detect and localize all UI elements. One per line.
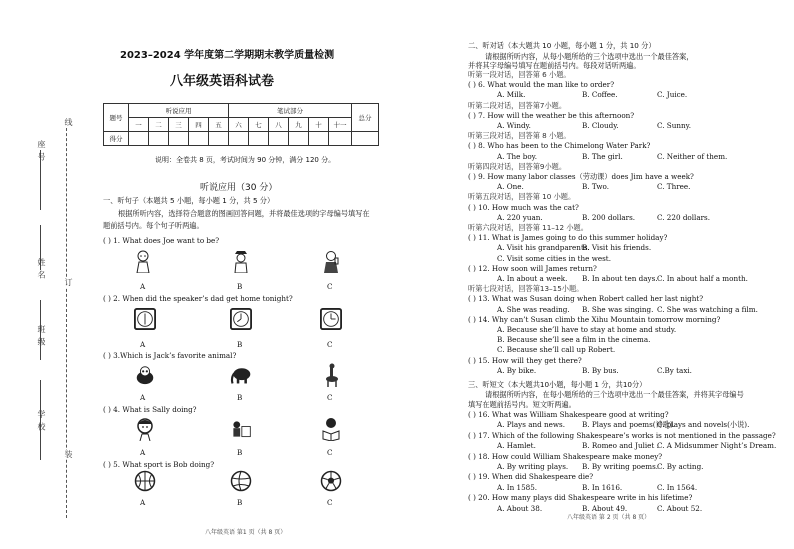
answer-option: C. By acting. [657,462,704,471]
answer-option: B. By writing poems. [582,462,659,471]
question-item: ( ) 17. Which of the following Shakespeare’s works is not mentioned in the passage? [468,430,776,440]
answer-option: B. In about ten days. [582,274,658,283]
answer-option: A. By writing plays. [497,462,569,471]
clock-icon[interactable] [230,308,252,330]
giraffe-icon[interactable] [320,364,342,386]
right-page [397,0,794,549]
soccer-ball-icon[interactable] [320,470,342,492]
score-row1-label: 题号 [104,104,129,132]
score-group2: 笔试部分 [229,104,352,118]
answer-option: A. Because she’ll have to stay at home and study. [497,325,677,334]
answer-option: C. In 1564. [657,482,698,492]
label-school: 学 校 [37,410,46,432]
footer-left: 八年级英语 第1 页（共 8 页） [205,529,287,536]
question-item: ( ) 12. How soon will James return? [468,263,597,273]
left-page: 座 号 姓 名 班 级 学 校 线 订 装 2023–2024 学年度第二学期期末教学质量检测 八年级英语科试卷 题号 听说应用 笔试部分 总分 一 二 三 四 五 六 七 八 九 十 十一 得分 说明：全卷共 8 页，考试时间为 90 分钟，满分 120 分。 听说应用（30 分） 一、听句子（本题共 5 小题，每小题 1 分，共 5 分） 根据所听内容，选择符合题意的图画回答问题，并将最佳选项的字母编号填写在 题前括号内。每个句子听两遍。 ( ) 1. What does Joe want to be? A B C ( ) 2. When did the speaker’s dad get home tonight? A B C ( ) 3.Which is Jack’s favorite animal? A B C ( ) 4. What is Sally doing? A B C ( ) 5. What sport is Bob doing? A B C 八年级英语 第1 页（共 8 页） [0,0,397,549]
dialogue-header: 听第七段对话，回答第13–15小题。 [468,284,584,294]
answer-option: B. Because she’ll see a film in the cinema. [497,335,651,345]
scientist-icon[interactable] [320,250,342,272]
answer-option: B. 200 dollars. [582,212,636,222]
section3-title: 三、听短文（本大题共10小题，每小题 1 分，共10分） [468,380,647,389]
score-row2-label: 得分 [104,132,129,146]
mark-line: 装 [64,450,73,459]
clock-icon[interactable] [134,308,156,330]
volleyball-icon[interactable] [230,470,252,492]
answer-option: B. In 1616. [582,482,623,492]
score-total: 总分 [352,104,379,132]
answer-option: C. Neither of them. [657,151,728,161]
question-item: ( ) 14. Why can’t Susan climb the Xihu Mountain tomorrow morning? [468,314,721,324]
answer-option: C. A Midsummer Night’s Dream. [657,441,777,451]
answer-option: A. She was reading. [497,304,570,314]
answer-option: A. Windy. [497,121,531,130]
score-group1: 听说应用 [129,104,229,118]
panda-icon[interactable] [134,364,156,386]
section2-instr: 请根据所听内容，从每小题所给的三个选项中选出一个最佳答案， [485,52,694,61]
answer-option: B. Two. [582,182,610,192]
girl-singing-icon[interactable] [134,418,156,440]
answer-option: B. Coffee. [582,90,618,100]
section1-instr: 根据所听内容，选择符合题意的图画回答问题，并将最佳选项的字母编号填写在 [118,209,370,218]
answer-option: A. Milk. [497,90,526,100]
question-item: ( ) 18. How could William Shakespeare make money? [468,451,663,461]
answer-option: C. Sunny. [657,121,692,130]
label-class: 班 级 [37,325,46,347]
answer-option: A. About 38. [497,503,543,513]
answer-option: A. By bike. [497,365,537,375]
label-name: 姓 名 [37,258,46,280]
question-item: ( ) 11. What is James going to do this summer holiday? [468,233,668,243]
label-seat: 座 号 [37,140,46,162]
score-cell[interactable] [129,132,149,146]
answer-option: A. The boy. [497,151,538,161]
question-item: ( ) 10. How much was the cat? [468,202,579,212]
answer-option: C. Because she’ll call up Robert. [497,345,616,355]
answer-option: C.By taxi. [657,365,692,375]
boy-painter-icon[interactable] [132,250,154,272]
answer-option: C. Visit some cities in the west. [497,253,611,263]
answer-option: B. Cloudy. [582,121,619,130]
question-item: ( ) 20. How many plays did Shakespeare write in his lifetime? [468,493,693,503]
dialogue-header: 听第五段对话，回答第 10 小题。 [468,192,576,202]
answer-option: B. About 49. [582,503,628,513]
score-table: 题号 听说应用 笔试部分 总分 一 二 三 四 五 六 七 八 九 十 十一 得分 [103,103,379,146]
answer-option: A. In about a week. [497,274,568,283]
dialogue-header: 听第四段对话，回答第9小题。 [468,161,567,171]
question-item: ( ) 13. What was Susan doing when Robert called her last night? [468,294,704,304]
dialogue-header: 听第六段对话，回答第 11–12 小题。 [468,223,588,232]
answer-option: A. Plays and news. [497,420,566,430]
question-item: ( ) 9. How many labor classes（劳动课）does Jim have a week? [468,172,694,181]
section3-instr2: 填写在题前括号内。短文听两遍。 [468,400,576,409]
answer-option: C. Three. [657,182,691,192]
question-item: ( ) 19. When did Shakespeare die? [468,472,594,482]
answer-option: C. She was watching a film. [657,304,758,314]
basketball-icon[interactable] [134,470,156,492]
answer-option: A. Hamlet. [497,441,536,451]
answer-option: C. plays and novels(小说). [657,420,750,430]
question-2: ( ) 2. When did the speaker’s dad get home tonight? [103,294,293,303]
answer-option: C. Juice. [657,90,688,100]
answer-option: B. By bus. [582,365,619,375]
question-item: ( ) 15. How will they get there? [468,355,582,365]
answer-option: A. In 1585. [497,482,538,492]
answer-option: C. 220 dollars. [657,212,711,222]
girl-reading-icon[interactable] [320,418,342,440]
footer-right: 八年级英语 第 2 页（共 8 页） [567,514,651,521]
answer-option: A. One. [497,182,524,192]
part1-title: 听说应用（30 分） [200,183,278,193]
section2-instr2: 并将其字母编号填写在题前括号内。每段对话听两遍。 [468,61,641,70]
question-item: ( ) 6. What would the man like to order? [468,80,615,90]
exam-subtitle: 八年级英语科试卷 [170,74,275,89]
question-1: ( ) 1. What does Joe want to be? [103,236,220,245]
question-item: ( ) 7. How will the weather be this afternoon? [468,110,635,120]
answer-option: B. She was singing. [582,304,654,314]
clock-icon[interactable] [320,308,342,330]
dialogue-header: 听第二段对话，回答第7小题。 [468,100,567,110]
elephant-icon[interactable] [230,364,252,386]
section1-instr2: 题前括号内。每个句子听两遍。 [103,221,204,230]
question-4: ( ) 4. What is Sally doing? [103,405,197,414]
question-item: ( ) 8. Who has been to the Chimelong Water Park? [468,141,651,151]
exam-notice: 说明：全卷共 8 页，考试时间为 90 分钟，满分 120 分。 [155,156,336,164]
answer-option: A. 220 yuan. [497,212,543,222]
answer-option: B. Visit his friends. [582,243,652,253]
section2-title: 二、听对话（本大题共 10 小题，每小题 1 分，共 10 分） [468,41,656,50]
answer-option: A. Visit his grandparents. [497,243,590,253]
answer-option: B. Plays and poems(诗歌). [582,420,676,430]
section1-title: 一、听句子（本题共 5 小题，每小题 1 分，共 5 分） [103,196,275,205]
answer-option: B. The girl. [582,151,623,161]
answer-option: C. In about half a month. [657,274,748,283]
dialogue-header: 听第一段对话，回答第 6 小题。 [468,70,571,79]
mark-seal: 线 [64,118,73,127]
mark-bind: 订 [64,278,73,287]
section3-instr: 请根据所听内容，在每小题所给的三个选项中选出一个最佳答案，并将其字母编号 [485,390,744,399]
question-item: ( ) 16. What was William Shakespeare good at writing? [468,410,669,419]
binding-margin [0,0,88,549]
question-5: ( ) 5. What sport is Bob doing? [103,460,215,469]
answer-option: B. Romeo and Juliet . [582,441,659,451]
girl-drawing-icon[interactable] [230,418,252,440]
question-3: ( ) 3.Which is Jack’s favorite animal? [103,351,237,360]
dialogue-header: 听第三段对话，回答第 8 小题。 [468,131,571,141]
exam-title: 2023–2024 学年度第二学期期末教学质量检测 [120,50,335,61]
police-officer-icon[interactable] [230,250,252,272]
answer-option: C. About 52. [657,503,703,513]
